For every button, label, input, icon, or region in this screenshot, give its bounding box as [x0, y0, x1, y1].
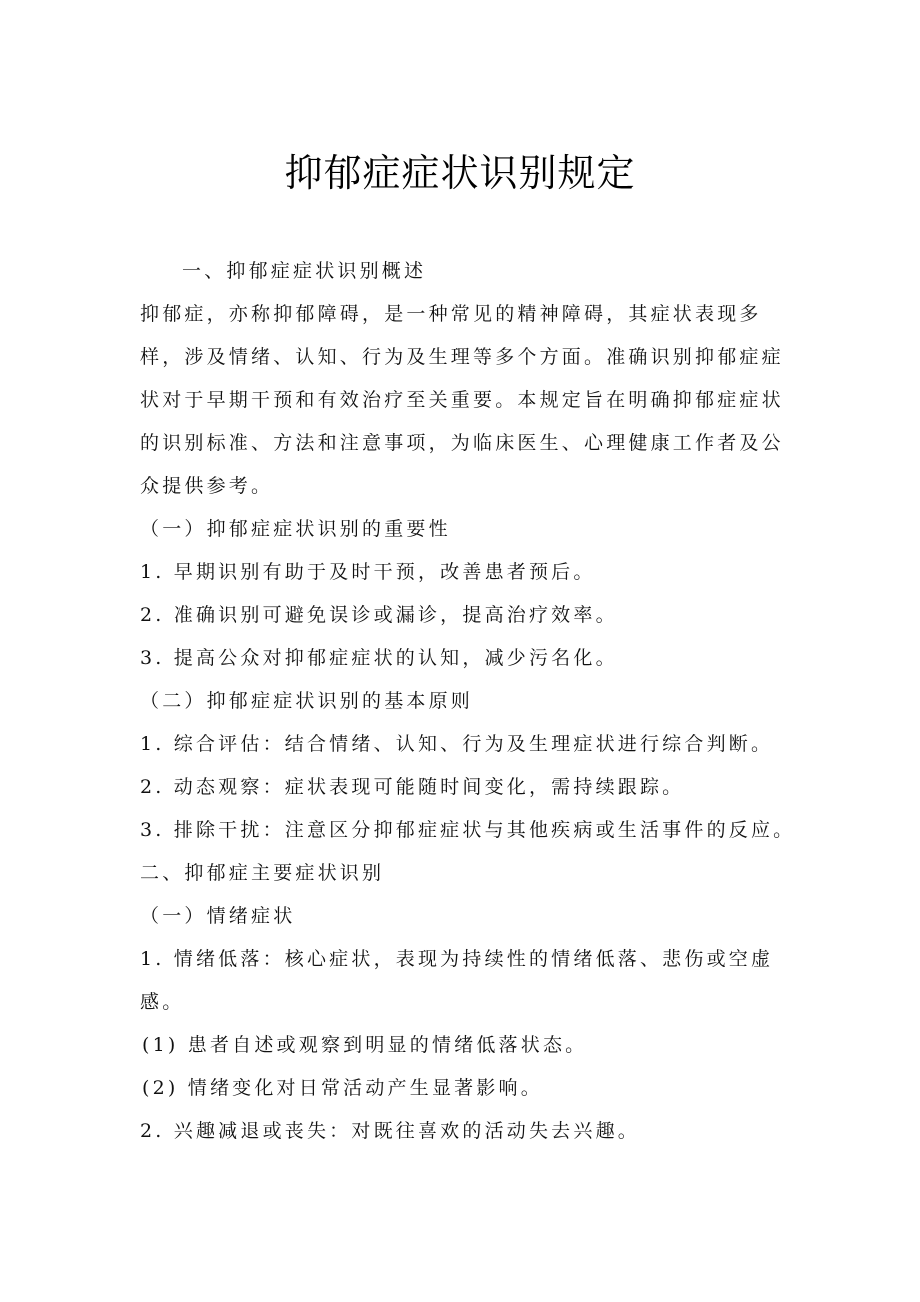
list-item: 1. 早期识别有助于及时干预，改善患者预后。 — [140, 561, 596, 583]
paragraph-line: 抑郁症，亦称抑郁障碍，是一种常见的精神障碍，其症状表现多 — [140, 303, 762, 325]
list-item: 3. 排除干扰：注意区分抑郁症症状与其他疾病或生活事件的反应。 — [140, 819, 796, 841]
section-heading-overview: 一、抑郁症症状识别概述 — [182, 260, 427, 282]
paragraph-line: 状对于早期干预和有效治疗至关重要。本规定旨在明确抑郁症症状 — [140, 389, 784, 411]
list-item: 1. 情绪低落：核心症状，表现为持续性的情绪低落、悲伤或空虚 — [140, 948, 774, 970]
subsection-heading-emotional: （一）情绪症状 — [140, 905, 296, 927]
section-heading-main-symptoms: 二、抑郁症主要症状识别 — [140, 862, 385, 884]
list-item-continuation: 感。 — [140, 991, 185, 1013]
sub-list-item: (1) 患者自述或观察到明显的情绪低落状态。 — [142, 1034, 588, 1056]
list-item: 2. 准确识别可避免误诊或漏诊，提高治疗效率。 — [140, 604, 618, 626]
paragraph-line: 的识别标准、方法和注意事项，为临床医生、心理健康工作者及公 — [140, 432, 784, 454]
list-item: 1. 综合评估：结合情绪、认知、行为及生理症状进行综合判断。 — [140, 733, 774, 755]
sub-list-item: (2) 情绪变化对日常活动产生显著影响。 — [142, 1077, 543, 1099]
subsection-heading-principles: （二）抑郁症症状识别的基本原则 — [140, 690, 474, 712]
subsection-heading-importance: （一）抑郁症症状识别的重要性 — [140, 518, 451, 540]
document-title: 抑郁症症状识别规定 — [284, 151, 636, 195]
list-item: 2. 动态观察：症状表现可能随时间变化，需持续跟踪。 — [140, 776, 685, 798]
list-item: 2. 兴趣减退或丧失：对既往喜欢的活动失去兴趣。 — [140, 1120, 640, 1142]
paragraph-line: 样，涉及情绪、认知、行为及生理等多个方面。准确识别抑郁症症 — [140, 346, 784, 368]
list-item: 3. 提高公众对抑郁症症状的认知，减少污名化。 — [140, 647, 618, 669]
paragraph-line: 众提供参考。 — [140, 475, 274, 497]
